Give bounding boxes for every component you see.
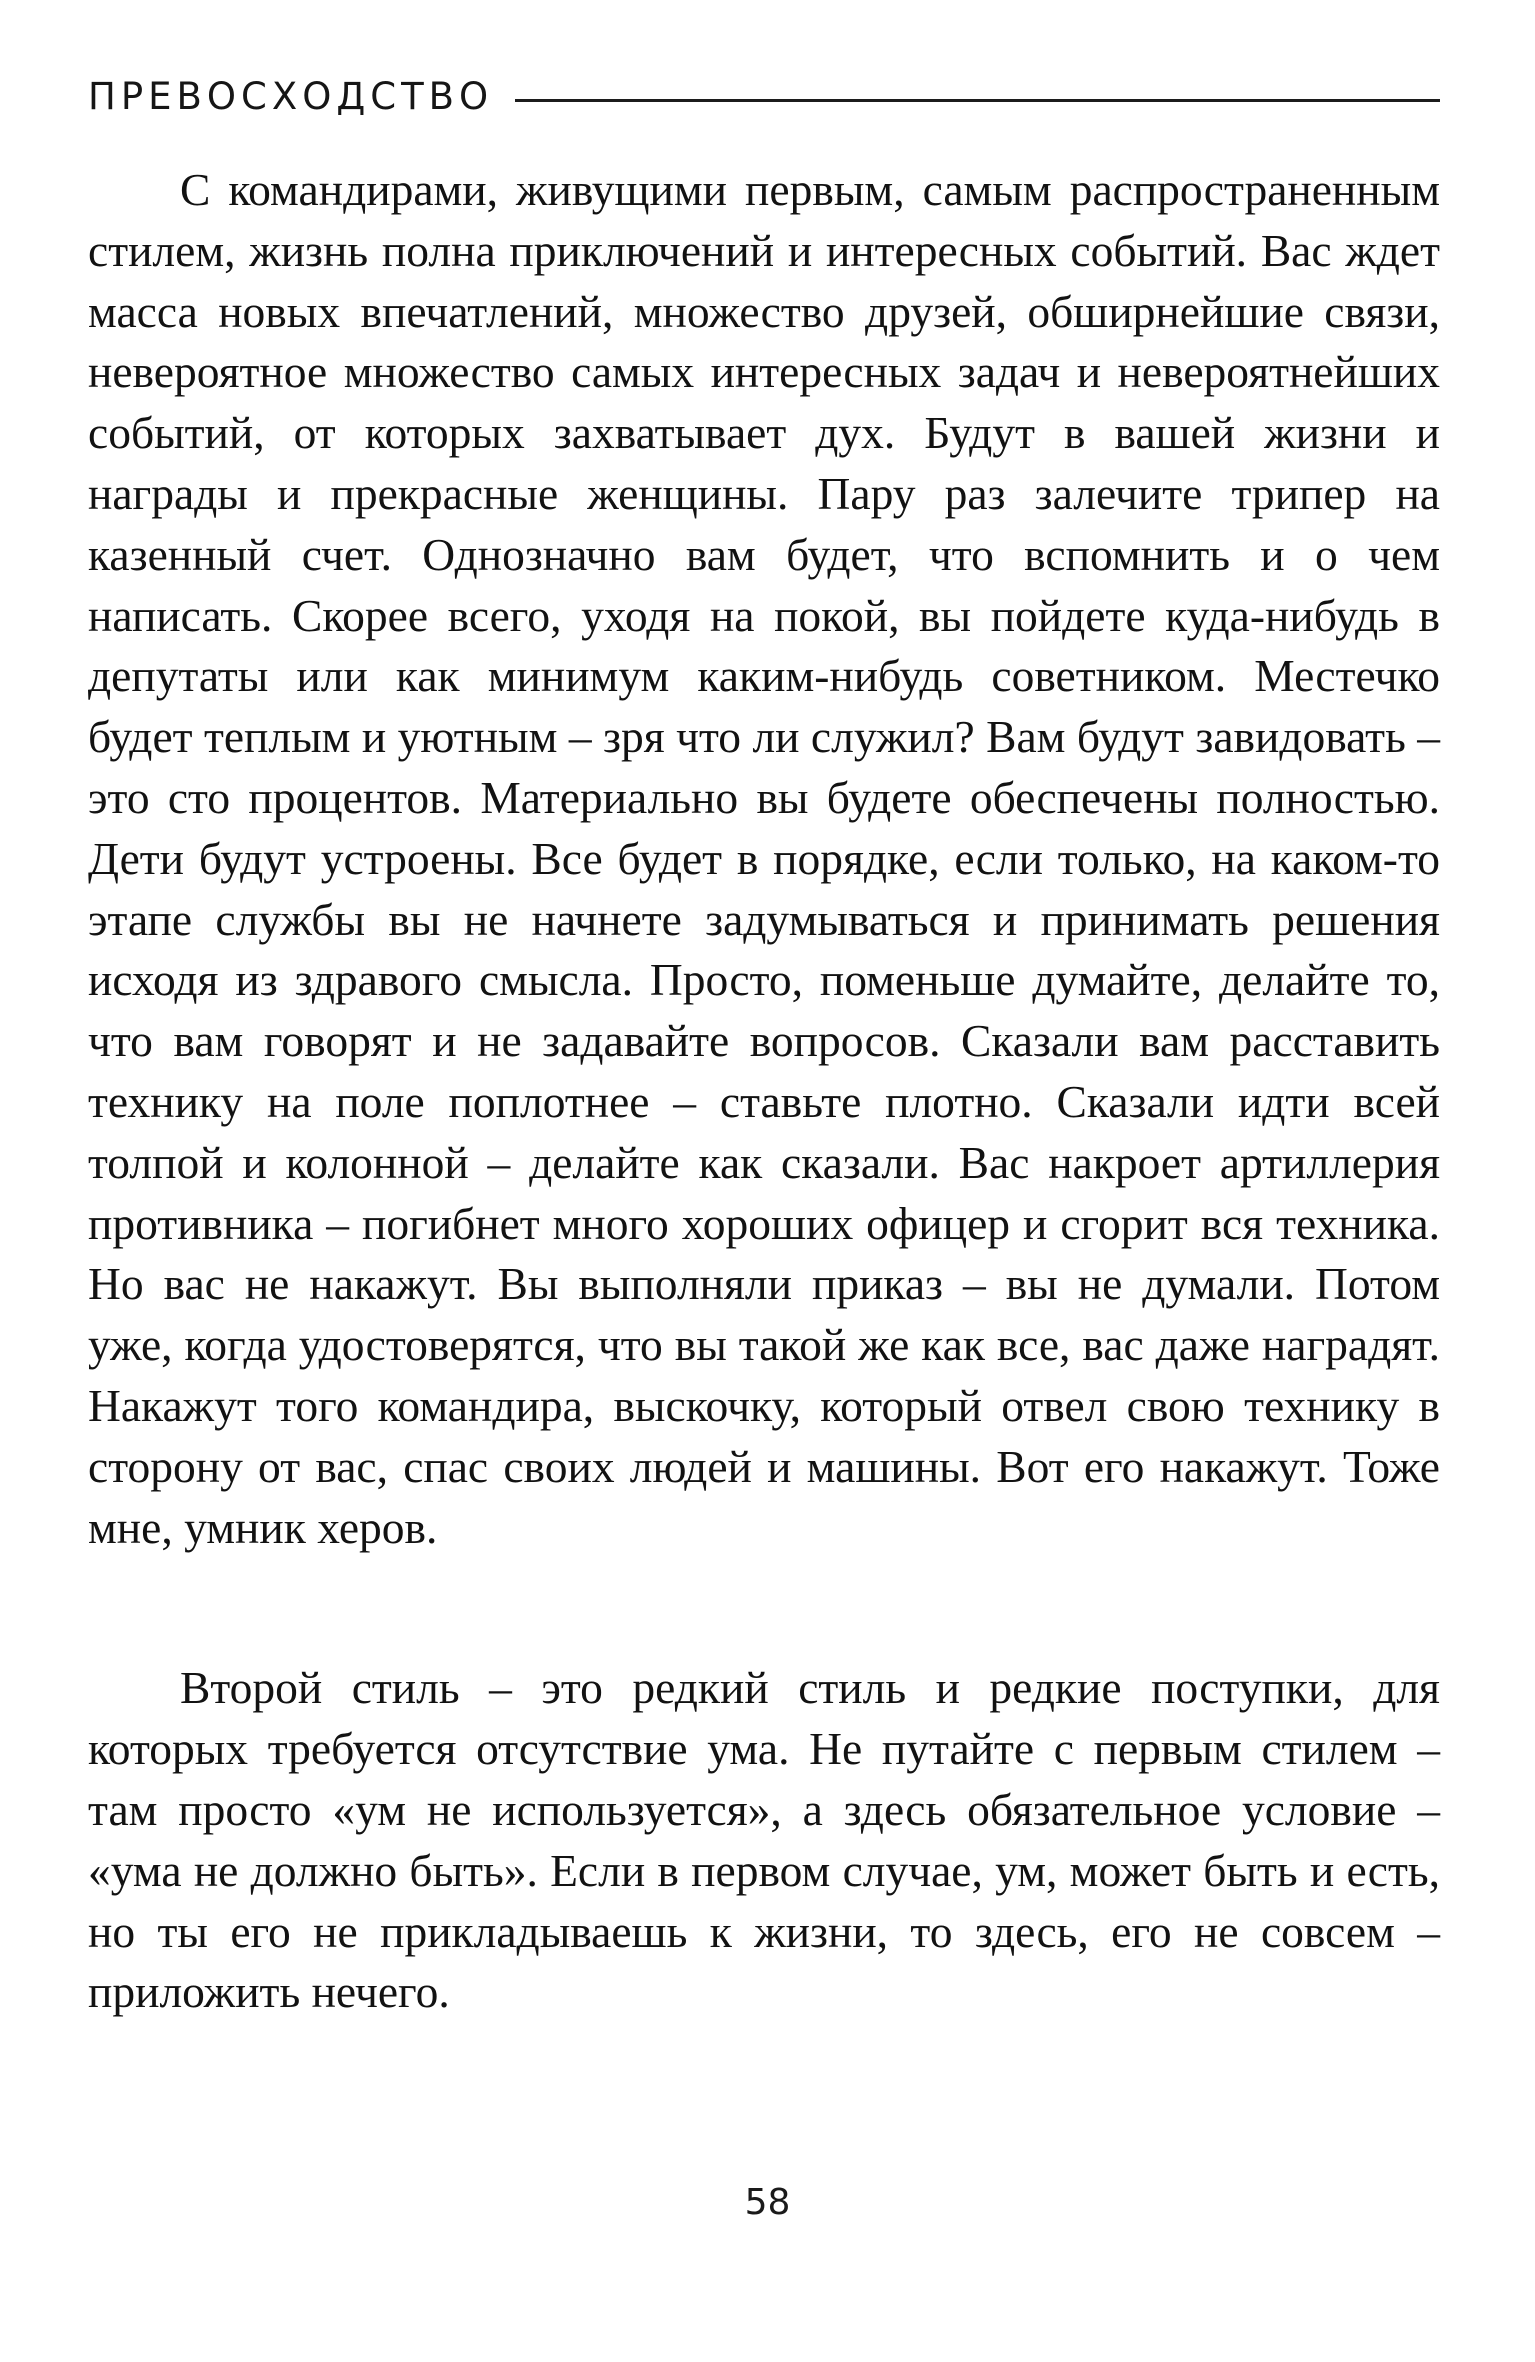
- header-rule: [515, 99, 1440, 102]
- running-title: ПРЕВОСХОДСТВО: [88, 74, 494, 118]
- running-header: [88, 66, 1440, 126]
- paragraph-first-style: С командирами, живущими первым, самым распространенным стилем, жизнь полна приключений и интересных событий. Вас ждет масса новых впечатлений, множество друзей, обширнейшие связи, невероятное множество самых интересных задач и невероятнейших событий, от которых захватывает дух. Будут в вашей жизни и награды и прекрасные женщины. Пару раз залечите трипер на казенный счет. Однозначно вам будет, что вспомнить и о чем написать. Скорее всего, уходя на покой, вы пойдете куда-нибудь в депутаты или как минимум каким-нибудь советником. Местечко будет теплым и уютным – зря что ли служил? Вам будут завидовать – это сто процентов. Материально вы будете обеспечены полностью. Дети будут устроены. Все будет в порядке, если только, на каком-то этапе службы вы не начнете задумываться и принимать решения исходя из здравого смысла. Просто, поменьше думайте, делайте то, что вам говорят и не задавайте вопросов. Сказали вам расставить технику на поле поплотнее – ставьте плотно. Сказали идти всей толпой и колонной – делайте как сказали. Вас накроет артиллерия противника – погибнет много хороших офицер и сгорит вся техника. Но вас не накажут. Вы выполняли приказ – вы не думали. Потом уже, когда удостоверятся, что вы такой же как все, вас даже наградят. Накажут того командира, выскочку, который отвел свою технику в сторону от вас, спас своих людей и машины. Вот его накажут. Тоже мне, умник херов.: [88, 164, 1440, 1553]
- paragraph-second-style: Второй стиль – это редкий стиль и редкие поступки, для которых требуется отсутствие ума. Не путайте с первым стилем – там просто «ум не используется», а здесь обязательное условие – «ума не должно быть». Если в первом случае, ум, может быть и есть, но ты его не прикладываешь к жизни, то здесь, его не совсем – приложить нечего.: [88, 1662, 1440, 2018]
- body-text: [88, 160, 1440, 2023]
- page-number: 58: [744, 2182, 791, 2223]
